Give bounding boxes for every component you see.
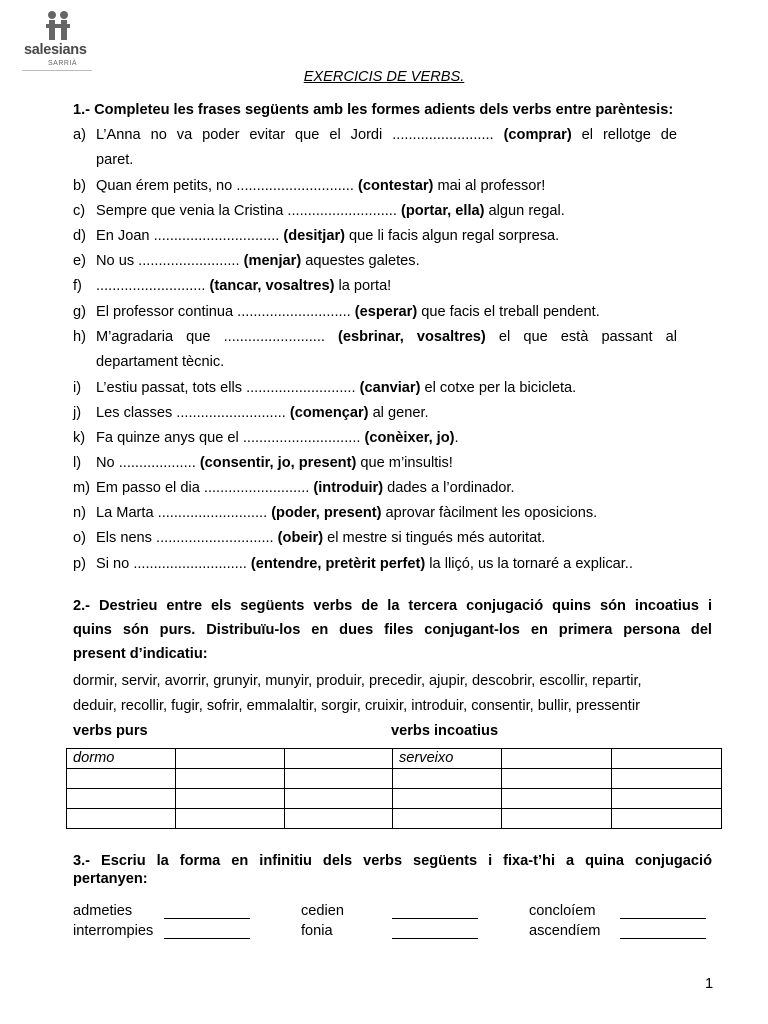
table-cell[interactable] xyxy=(612,809,722,829)
item-label: g) xyxy=(73,304,86,320)
item-label: e) xyxy=(73,253,86,269)
exercise-2-heading-line: 2.- Destrieu entre els següents verbs de la tercera conjugació quins són incoatius i xyxy=(73,598,712,614)
table-cell[interactable] xyxy=(285,749,393,769)
item-text xyxy=(96,178,677,203)
table-row xyxy=(67,809,722,829)
item-text xyxy=(96,304,677,329)
table-cell[interactable] xyxy=(67,809,176,829)
table-row xyxy=(67,769,722,789)
sentence-fragment: departament tècnic. xyxy=(96,354,225,370)
page-number: 1 xyxy=(705,976,714,992)
verb-prompt: (poder, present) xyxy=(271,505,382,521)
table-cell[interactable] xyxy=(285,789,393,809)
logo-wordmark: salesians xyxy=(24,42,87,58)
sentence-fragment: Les classes ........................... xyxy=(96,405,290,421)
answer-blank[interactable] xyxy=(164,906,250,923)
table-cell[interactable] xyxy=(176,809,285,829)
verb-prompt: (consentir, jo, present) xyxy=(199,455,357,471)
sentence-fragment: La Marta ........................... xyxy=(96,505,272,521)
sentence-fragment: paret. xyxy=(96,152,134,168)
sentence-fragment: No ................... xyxy=(96,455,200,471)
verb-prompt: (conèixer, jo) xyxy=(364,430,455,446)
table-cell[interactable] xyxy=(176,789,285,809)
item-line xyxy=(96,380,677,405)
item-line xyxy=(96,480,677,505)
item-text xyxy=(96,455,677,480)
sentence-fragment: Els nens ............................. xyxy=(96,530,278,546)
table-cell[interactable] xyxy=(612,749,722,769)
item-label: m) xyxy=(73,480,91,496)
verb-form: fonia xyxy=(301,923,333,939)
table-cell[interactable]: dormo xyxy=(67,749,176,769)
item-text xyxy=(96,505,677,530)
sentence-fragment: aprovar fàcilment les oposicions. xyxy=(381,505,598,521)
item-text xyxy=(96,405,677,430)
sentence-fragment: L’estiu passat, tots ells ........................... xyxy=(96,380,360,396)
item-label: k) xyxy=(73,430,86,446)
sentence-fragment: M’agradaria que ......................... xyxy=(96,329,339,345)
table-cell[interactable] xyxy=(502,749,612,769)
column-label-pure-verbs: verbs purs xyxy=(73,723,148,739)
salesians-emblem-icon xyxy=(44,10,72,42)
verb-prompt: (obeir) xyxy=(277,530,324,546)
sentence-fragment: Fa quinze anys que el ............................. xyxy=(96,430,365,446)
verb-prompt: (introduir) xyxy=(313,480,384,496)
exercise-2-heading-line: quins són purs. Distribuïu-los en dues files conjugant-los en primera persona del xyxy=(73,622,712,638)
verb-prompt: (esbrinar, vosaltres) xyxy=(338,329,486,345)
column-label-incoative-verbs: verbs incoatius xyxy=(391,723,499,739)
exercise-3-heading-line: 3.- Escriu la forma en infinitiu dels verbs següents i fixa-t’hi a quina conjugació xyxy=(73,853,712,869)
verb-form: interrompies xyxy=(73,923,154,939)
item-label: p) xyxy=(73,556,86,572)
salesians-logo xyxy=(22,10,94,70)
item-label: b) xyxy=(73,178,86,194)
item-line xyxy=(96,405,677,430)
logo-subtitle: SARRIÀ xyxy=(48,60,78,67)
sentence-fragment: Quan érem petits, no ............................. xyxy=(96,178,358,194)
answer-blank[interactable] xyxy=(392,906,478,923)
verb-form: ascendíem xyxy=(529,923,601,939)
item-line xyxy=(96,203,677,228)
item-line xyxy=(96,304,677,329)
sentence-fragment: dades a l’ordinador. xyxy=(383,480,515,496)
exercise-2-verbs-line: deduir, recollir, fugir, sofrir, emmalaltir, sorgir, cruixir, introduir, consentir, bullir, pressentir xyxy=(73,698,640,714)
item-line xyxy=(96,278,677,303)
sentence-fragment: el cotxe per la bicicleta. xyxy=(420,380,577,396)
table-cell[interactable] xyxy=(285,809,393,829)
verb-prompt: (esperar) xyxy=(354,304,418,320)
item-label: l) xyxy=(73,455,82,471)
table-cell[interactable] xyxy=(502,789,612,809)
sentence-fragment: que m’insultis! xyxy=(356,455,453,471)
table-cell[interactable] xyxy=(393,769,502,789)
item-line xyxy=(96,455,677,480)
verb-prompt: (entendre, pretèrit perfet) xyxy=(250,556,426,572)
sentence-fragment: el que està passant al xyxy=(485,329,677,345)
table-cell[interactable] xyxy=(502,809,612,829)
sentence-fragment: que li facis algun regal sorpresa. xyxy=(345,228,560,244)
conjugation-table xyxy=(66,748,722,829)
item-label: f) xyxy=(73,278,82,294)
item-line xyxy=(96,127,677,152)
verb-prompt: (contestar) xyxy=(357,178,434,194)
sentence-fragment: al gener. xyxy=(368,405,429,421)
item-label: c) xyxy=(73,203,86,219)
item-text xyxy=(96,329,677,379)
item-text xyxy=(96,480,677,505)
table-cell[interactable] xyxy=(67,769,176,789)
verb-prompt: (desitjar) xyxy=(283,228,345,244)
sentence-fragment: la lliçó, us la tornaré a explicar.. xyxy=(425,556,633,572)
item-line xyxy=(96,329,677,354)
answer-blank[interactable] xyxy=(620,906,706,923)
verb-form: concloíem xyxy=(529,903,596,919)
item-text xyxy=(96,253,677,278)
item-line xyxy=(96,505,677,530)
verb-prompt: (portar, ella) xyxy=(400,203,485,219)
item-line xyxy=(96,178,677,203)
sentence-fragment: El professor continua ............................ xyxy=(96,304,355,320)
item-line xyxy=(96,430,677,455)
item-label: h) xyxy=(73,329,86,345)
item-text xyxy=(96,203,677,228)
item-label: o) xyxy=(73,530,86,546)
verb-prompt: (menjar) xyxy=(243,253,302,269)
table-cell[interactable] xyxy=(176,749,285,769)
answer-blank[interactable] xyxy=(164,926,250,943)
verb-prompt: (tancar, vosaltres) xyxy=(209,278,335,294)
exercise-2-heading-line: present d’indicatiu: xyxy=(73,646,208,662)
sentence-fragment: mai al professor! xyxy=(433,178,546,194)
table-cell[interactable] xyxy=(393,809,502,829)
exercise-2-verbs-line: dormir, servir, avorrir, grunyir, munyir, produir, precedir, ajupir, descobrir, escollir, repartir, xyxy=(73,673,642,689)
verb-form: admeties xyxy=(73,903,133,919)
item-line xyxy=(96,152,677,177)
exercise-3-heading xyxy=(73,853,712,889)
verb-prompt: (canviar) xyxy=(359,380,421,396)
sentence-fragment: . xyxy=(454,430,459,446)
sentence-fragment: que facis el treball pendent. xyxy=(417,304,600,320)
sentence-fragment: Si no ............................ xyxy=(96,556,251,572)
item-line xyxy=(96,556,677,581)
item-text xyxy=(96,228,677,253)
table-cell[interactable] xyxy=(67,789,176,809)
item-line xyxy=(96,530,677,555)
sentence-fragment: No us ......................... xyxy=(96,253,244,269)
exercise-2-heading xyxy=(73,598,712,670)
item-line xyxy=(96,253,677,278)
item-text xyxy=(96,380,677,405)
item-text xyxy=(96,430,677,455)
sentence-fragment: el mestre si tingués més autoritat. xyxy=(323,530,546,546)
item-label: n) xyxy=(73,505,86,521)
item-text xyxy=(96,530,677,555)
item-text xyxy=(96,278,677,303)
table-cell[interactable] xyxy=(502,769,612,789)
verb-prompt: (començar) xyxy=(289,405,369,421)
item-label: j) xyxy=(73,405,82,421)
item-label: d) xyxy=(73,228,86,244)
exercise-1-heading: 1.- Completeu les frases següents amb les formes adients dels verbs entre parèntesis: xyxy=(73,102,674,118)
sentence-fragment: Sempre que venia la Cristina ........................... xyxy=(96,203,401,219)
table-cell[interactable] xyxy=(176,769,285,789)
table-cell[interactable] xyxy=(285,769,393,789)
page-title: EXERCICIS DE VERBS. xyxy=(303,69,465,85)
exercise-3-heading-line: pertanyen: xyxy=(73,871,148,887)
item-line xyxy=(96,354,677,379)
sentence-fragment: L’Anna no va poder evitar que el Jordi ......................... xyxy=(96,127,504,143)
sentence-fragment: Em passo el dia .......................... xyxy=(96,480,314,496)
table-cell[interactable] xyxy=(612,789,722,809)
sentence-fragment: el rellotge de xyxy=(571,127,677,143)
verb-prompt: (comprar) xyxy=(503,127,572,143)
table-cell[interactable] xyxy=(393,789,502,809)
item-label: a) xyxy=(73,127,86,143)
item-label: i) xyxy=(73,380,82,396)
verb-form: cedien xyxy=(301,903,345,919)
table-cell[interactable]: serveixo xyxy=(393,749,502,769)
sentence-fragment: aquestes galetes. xyxy=(301,253,420,269)
sentence-fragment: la porta! xyxy=(334,278,392,294)
table-cell[interactable] xyxy=(612,769,722,789)
answer-blank[interactable] xyxy=(392,926,478,943)
item-text xyxy=(96,556,677,581)
answer-blank[interactable] xyxy=(620,926,706,943)
sentence-fragment: En Joan ............................... xyxy=(96,228,284,244)
sentence-fragment: algun regal. xyxy=(484,203,565,219)
item-line xyxy=(96,228,677,253)
table-row xyxy=(67,749,722,769)
sentence-fragment: ........................... xyxy=(96,278,210,294)
item-text xyxy=(96,127,677,177)
table-row xyxy=(67,789,722,809)
